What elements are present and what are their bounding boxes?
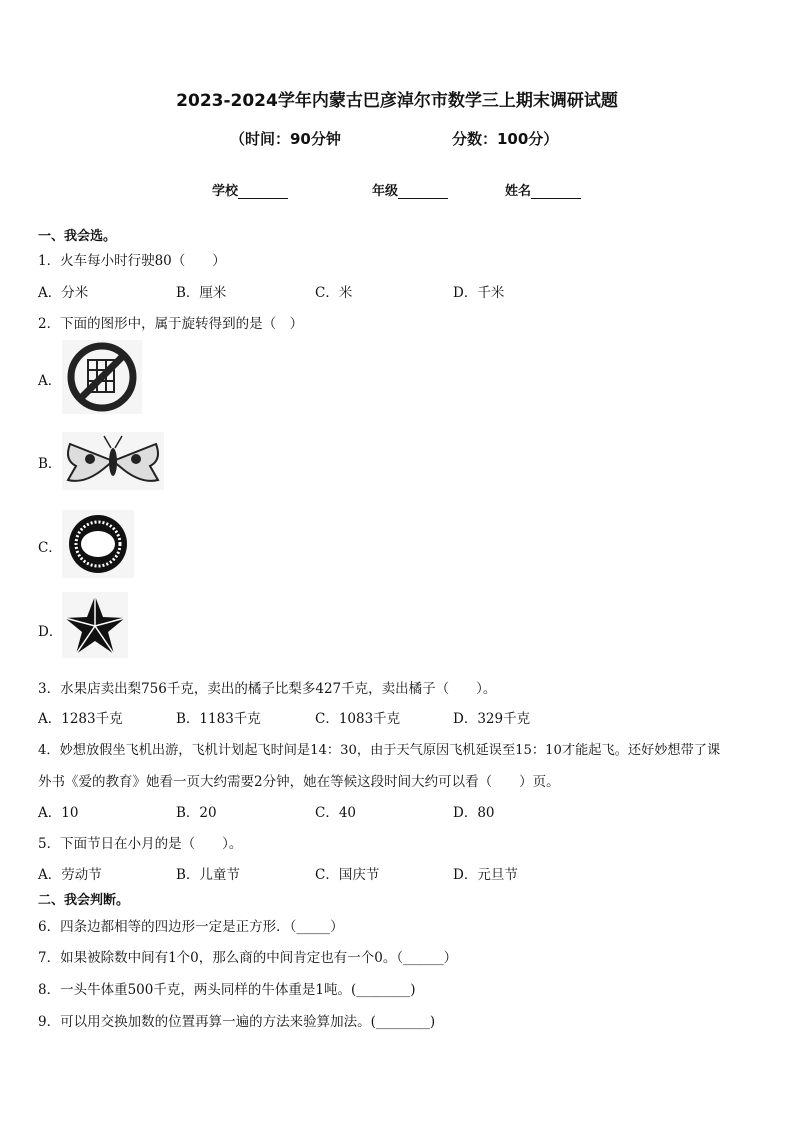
school-blank[interactable] <box>238 185 288 199</box>
name-field <box>505 180 581 199</box>
school-field <box>212 180 288 199</box>
q2-option-b[interactable]: B． <box>38 456 62 472</box>
grade-label: 年级 <box>372 184 399 199</box>
q3-option-b[interactable]: B．1183千克 <box>176 711 261 727</box>
q2-option-c[interactable]: C． <box>38 540 62 556</box>
q3-option-a[interactable]: A．1283千克 <box>38 711 123 727</box>
question-5: 5．下面节日在小月的是（ ）。 <box>38 836 243 852</box>
q1-option-d[interactable]: D．千米 <box>453 285 505 301</box>
butterfly-icon <box>62 432 164 490</box>
q4-option-a[interactable]: A．10 <box>38 805 79 821</box>
q3-option-d[interactable]: D．329千克 <box>453 711 531 727</box>
section-1-title: 一、我会选。 <box>38 229 117 244</box>
q5-option-b[interactable]: B．儿童节 <box>176 867 240 883</box>
page-title: 2023-2024学年内蒙古巴彦淖尔市数学三上期末调研试题 <box>176 91 618 111</box>
question-7: 7．如果被除数中间有1个0，那么商的中间肯定也有一个0。（______） <box>38 950 458 966</box>
ring-icon <box>62 510 134 578</box>
q3-option-c[interactable]: C．1083千克 <box>315 711 401 727</box>
q2-option-d[interactable]: D． <box>38 624 63 640</box>
star-icon <box>62 592 128 658</box>
grade-blank[interactable] <box>398 185 448 199</box>
school-label: 学校 <box>212 184 239 199</box>
exam-time: （时间：90分钟 <box>230 130 341 148</box>
q4-option-c[interactable]: C．40 <box>315 805 357 821</box>
q5-option-d[interactable]: D．元旦节 <box>453 867 518 883</box>
question-2: 2．下面的图形中，属于旋转得到的是（ ） <box>38 316 304 332</box>
q5-option-a[interactable]: A．劳动节 <box>38 867 102 883</box>
question-4-line-1: 4．妙想放假坐飞机出游，飞机计划起飞时间是14：30，由于天气原因飞机延误至15：10才能起飞。还好妙想带了课 <box>38 743 721 758</box>
no-sign-icon <box>62 340 142 414</box>
question-9: 9．可以用交换加数的位置再算一遍的方法来验算加法。(________) <box>38 1014 436 1030</box>
q4-option-d[interactable]: D．80 <box>453 805 495 821</box>
q2-option-a[interactable]: A． <box>38 373 62 389</box>
section-2-title: 二、我会判断。 <box>38 893 130 908</box>
q1-option-c[interactable]: C．米 <box>315 285 353 301</box>
name-label: 姓名 <box>505 184 532 199</box>
question-3: 3．水果店卖出梨756千克，卖出的橘子比梨多427千克，卖出橘子（ ）。 <box>38 681 497 697</box>
q1-option-a[interactable]: A．分米 <box>38 285 89 301</box>
q4-option-b[interactable]: B．20 <box>176 805 217 821</box>
q1-option-b[interactable]: B．厘米 <box>176 285 227 301</box>
q5-option-c[interactable]: C．国庆节 <box>315 867 380 883</box>
question-1: 1．火车每小时行驶80（ ） <box>38 253 226 269</box>
grade-field <box>372 180 448 199</box>
question-4-line-2: 外书《爱的教育》她看一页大约需要2分钟，她在等候这段时间大约可以看（ ）页。 <box>38 774 560 790</box>
name-blank[interactable] <box>531 185 581 199</box>
question-8: 8．一头牛体重500千克，两头同样的牛体重是1吨。(________) <box>38 982 416 998</box>
exam-score: 分数：100分） <box>452 130 559 148</box>
question-6: 6．四条边都相等的四边形一定是正方形．（_____） <box>38 919 344 935</box>
